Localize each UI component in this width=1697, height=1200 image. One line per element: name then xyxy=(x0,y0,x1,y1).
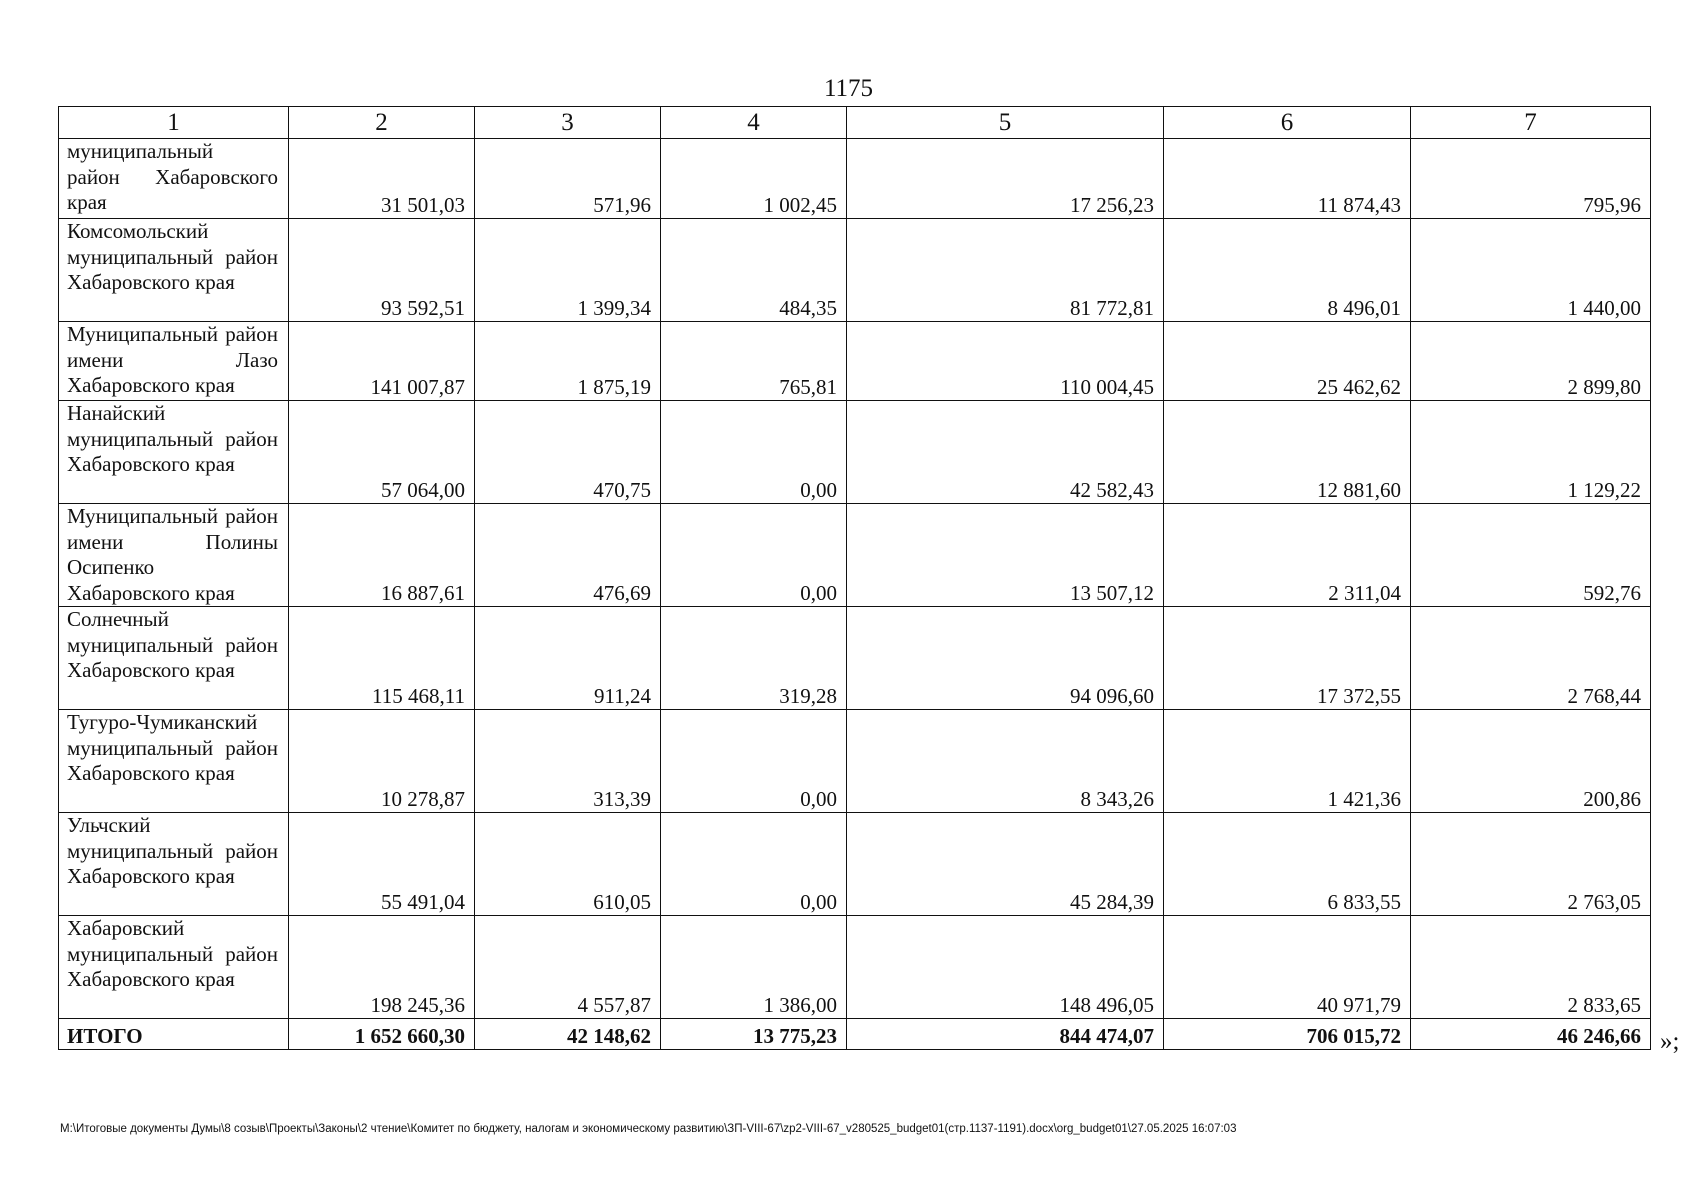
cell-value: 141 007,87 xyxy=(289,322,475,401)
cell-value: 571,96 xyxy=(475,139,661,219)
cell-value: 57 064,00 xyxy=(289,401,475,504)
cell-value: 31 501,03 xyxy=(289,139,475,219)
row-name: Солнечный муниципальный район Хабаровского края xyxy=(59,607,289,710)
cell-value: 8 343,26 xyxy=(847,710,1164,813)
cell-value: 2 311,04 xyxy=(1164,504,1411,607)
column-header-6: 6 xyxy=(1164,107,1411,139)
cell-value: 148 496,05 xyxy=(847,916,1164,1019)
cell-value: 2 763,05 xyxy=(1411,813,1651,916)
row-name-line: муниципальный xyxy=(67,139,214,163)
table-row xyxy=(59,710,1651,813)
total-value: 13 775,23 xyxy=(661,1019,847,1050)
table-row xyxy=(59,139,1651,219)
table-body xyxy=(59,139,1651,1050)
cell-value: 200,86 xyxy=(1411,710,1651,813)
column-header-4: 4 xyxy=(661,107,847,139)
column-header-3: 3 xyxy=(475,107,661,139)
table-header xyxy=(59,107,1651,139)
column-header-5: 5 xyxy=(847,107,1164,139)
cell-value: 198 245,36 xyxy=(289,916,475,1019)
budget-table xyxy=(58,106,1651,1050)
cell-value: 110 004,45 xyxy=(847,322,1164,401)
cell-value: 319,28 xyxy=(661,607,847,710)
cell-value: 911,24 xyxy=(475,607,661,710)
column-header-7: 7 xyxy=(1411,107,1651,139)
cell-value: 16 887,61 xyxy=(289,504,475,607)
row-name: Муниципальный район имени Лазо Хабаровского края xyxy=(59,322,289,401)
column-header-1: 1 xyxy=(59,107,289,139)
cell-value: 0,00 xyxy=(661,813,847,916)
cell-value: 81 772,81 xyxy=(847,219,1164,322)
cell-value: 6 833,55 xyxy=(1164,813,1411,916)
cell-value: 0,00 xyxy=(661,504,847,607)
cell-value: 25 462,62 xyxy=(1164,322,1411,401)
row-name: Ульчский муниципальный район Хабаровского края xyxy=(59,813,289,916)
cell-value: 93 592,51 xyxy=(289,219,475,322)
row-name: Тугуро-Чумиканский муниципальный район Хабаровского края xyxy=(59,710,289,813)
cell-value: 1 129,22 xyxy=(1411,401,1651,504)
cell-value: 55 491,04 xyxy=(289,813,475,916)
table-row xyxy=(59,607,1651,710)
table-row xyxy=(59,401,1651,504)
cell-value: 17 256,23 xyxy=(847,139,1164,219)
cell-value: 45 284,39 xyxy=(847,813,1164,916)
header-row xyxy=(59,107,1651,139)
row-name xyxy=(59,139,289,219)
total-label: ИТОГО xyxy=(59,1019,289,1050)
cell-value: 484,35 xyxy=(661,219,847,322)
cell-value: 115 468,11 xyxy=(289,607,475,710)
closing-quote-mark: »; xyxy=(1660,1028,1680,1055)
cell-value: 1 440,00 xyxy=(1411,219,1651,322)
cell-value: 2 833,65 xyxy=(1411,916,1651,1019)
table-row xyxy=(59,916,1651,1019)
cell-value: 13 507,12 xyxy=(847,504,1164,607)
table-row xyxy=(59,322,1651,401)
cell-value: 476,69 xyxy=(475,504,661,607)
column-header-2: 2 xyxy=(289,107,475,139)
cell-value: 12 881,60 xyxy=(1164,401,1411,504)
cell-value: 42 582,43 xyxy=(847,401,1164,504)
total-value: 706 015,72 xyxy=(1164,1019,1411,1050)
cell-value: 8 496,01 xyxy=(1164,219,1411,322)
row-name: Хабаровский муниципальный район Хабаровского края xyxy=(59,916,289,1019)
cell-value: 1 386,00 xyxy=(661,916,847,1019)
cell-value: 0,00 xyxy=(661,401,847,504)
cell-value: 470,75 xyxy=(475,401,661,504)
cell-value: 765,81 xyxy=(661,322,847,401)
cell-value: 610,05 xyxy=(475,813,661,916)
cell-value: 2 768,44 xyxy=(1411,607,1651,710)
cell-value: 94 096,60 xyxy=(847,607,1164,710)
cell-value: 592,76 xyxy=(1411,504,1651,607)
total-row xyxy=(59,1019,1651,1050)
cell-value: 1 875,19 xyxy=(475,322,661,401)
total-value: 46 246,66 xyxy=(1411,1019,1651,1050)
cell-value: 11 874,43 xyxy=(1164,139,1411,219)
page-number: 1175 xyxy=(823,75,874,102)
cell-value: 4 557,87 xyxy=(475,916,661,1019)
cell-value: 795,96 xyxy=(1411,139,1651,219)
cell-value: 40 971,79 xyxy=(1164,916,1411,1019)
cell-value: 1 421,36 xyxy=(1164,710,1411,813)
row-name: Комсомольский муниципальный район Хабаровского края xyxy=(59,219,289,322)
table-row xyxy=(59,504,1651,607)
table-row xyxy=(59,813,1651,916)
cell-value: 313,39 xyxy=(475,710,661,813)
cell-value: 17 372,55 xyxy=(1164,607,1411,710)
table-row xyxy=(59,219,1651,322)
cell-value: 2 899,80 xyxy=(1411,322,1651,401)
total-value: 844 474,07 xyxy=(847,1019,1164,1050)
cell-value: 0,00 xyxy=(661,710,847,813)
row-name: Муниципальный район имени Полины Осипенко Хабаровского края xyxy=(59,504,289,607)
cell-value: 10 278,87 xyxy=(289,710,475,813)
total-value: 1 652 660,30 xyxy=(289,1019,475,1050)
total-value: 42 148,62 xyxy=(475,1019,661,1050)
row-name-line: район Хабаровского края xyxy=(67,164,278,214)
cell-value: 1 399,34 xyxy=(475,219,661,322)
footer-file-path: M:\Итоговые документы Думы\8 созыв\Проекты\Законы\2 чтение\Комитет по бюджету, налогам и экономическому развитию\ЗП-VIII-67\zp2-VIII-67_v280525_budget01(стр.1137-1191).docx\org_budget01\27.05.2025 16:07:03 xyxy=(60,1123,1237,1135)
cell-value: 1 002,45 xyxy=(661,139,847,219)
row-name: Нанайский муниципальный район Хабаровского края xyxy=(59,401,289,504)
